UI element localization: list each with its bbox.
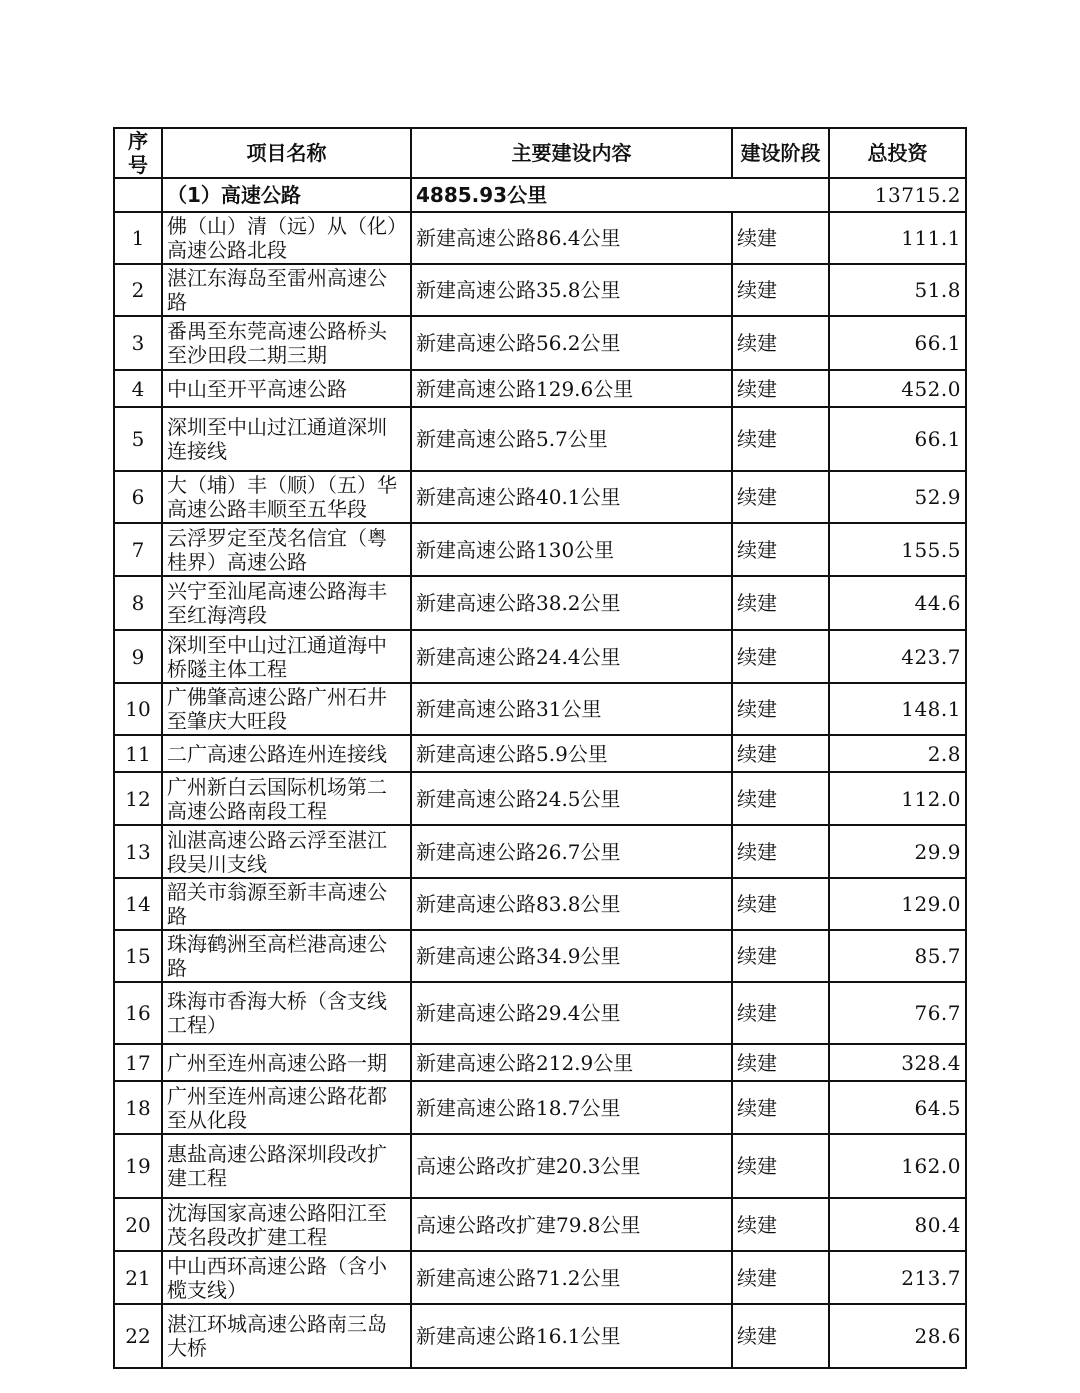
table-row (114, 825, 966, 878)
row-stage: 续建 (732, 1134, 829, 1198)
row-seq: 15 (114, 930, 162, 982)
row-stage: 续建 (732, 982, 829, 1044)
row-seq: 9 (114, 630, 162, 683)
section-title: （1）高速公路 (162, 178, 411, 212)
row-project-name: 二广高速公路连州连接线 (162, 735, 411, 772)
table-row (114, 523, 966, 576)
row-stage: 续建 (732, 264, 829, 316)
row-investment: 452.0 (829, 370, 966, 407)
row-project-name: 兴宁至汕尾高速公路海丰至红海湾段 (162, 576, 411, 630)
row-project-name: 佛（山）清（远）从（化）高速公路北段 (162, 212, 411, 264)
row-seq: 1 (114, 212, 162, 264)
row-stage: 续建 (732, 370, 829, 407)
row-seq: 21 (114, 1251, 162, 1304)
table-row (114, 471, 966, 523)
row-project-name: 沈海国家高速公路阳江至茂名段改扩建工程 (162, 1198, 411, 1251)
row-investment: 44.6 (829, 576, 966, 630)
row-stage: 续建 (732, 735, 829, 772)
row-project-name: 惠盐高速公路深圳段改扩建工程 (162, 1134, 411, 1198)
row-stage: 续建 (732, 1044, 829, 1081)
row-content: 高速公路改扩建79.8公里 (411, 1198, 732, 1251)
row-project-name: 广州至连州高速公路一期 (162, 1044, 411, 1081)
row-investment: 80.4 (829, 1198, 966, 1251)
row-seq: 16 (114, 982, 162, 1044)
row-project-name: 广州至连州高速公路花都至从化段 (162, 1081, 411, 1134)
row-stage: 续建 (732, 630, 829, 683)
row-content: 新建高速公路5.9公里 (411, 735, 732, 772)
row-content: 新建高速公路83.8公里 (411, 878, 732, 930)
row-project-name: 湛江东海岛至雷州高速公路 (162, 264, 411, 316)
row-content: 新建高速公路129.6公里 (411, 370, 732, 407)
row-content: 高速公路改扩建20.3公里 (411, 1134, 732, 1198)
row-content: 新建高速公路5.7公里 (411, 407, 732, 471)
row-content: 新建高速公路71.2公里 (411, 1251, 732, 1304)
table-row (114, 212, 966, 264)
row-seq: 22 (114, 1304, 162, 1368)
row-stage: 续建 (732, 1251, 829, 1304)
table-row (114, 1251, 966, 1304)
row-investment: 112.0 (829, 772, 966, 825)
row-content: 新建高速公路31公里 (411, 683, 732, 735)
section-invest: 13715.2 (829, 178, 966, 212)
row-content: 新建高速公路24.4公里 (411, 630, 732, 683)
row-seq: 5 (114, 407, 162, 471)
table-row (114, 683, 966, 735)
row-investment: 64.5 (829, 1081, 966, 1134)
row-investment: 129.0 (829, 878, 966, 930)
row-seq: 2 (114, 264, 162, 316)
section-row (114, 178, 966, 212)
row-investment: 28.6 (829, 1304, 966, 1368)
row-content: 新建高速公路24.5公里 (411, 772, 732, 825)
table-row (114, 1304, 966, 1368)
header-name: 项目名称 (162, 128, 411, 178)
row-seq: 6 (114, 471, 162, 523)
row-seq: 11 (114, 735, 162, 772)
row-seq: 4 (114, 370, 162, 407)
table-row (114, 370, 966, 407)
row-project-name: 韶关市翁源至新丰高速公路 (162, 878, 411, 930)
table-row (114, 982, 966, 1044)
table-row (114, 407, 966, 471)
row-content: 新建高速公路212.9公里 (411, 1044, 732, 1081)
table-row (114, 930, 966, 982)
row-project-name: 深圳至中山过江通道深圳连接线 (162, 407, 411, 471)
row-content: 新建高速公路26.7公里 (411, 825, 732, 878)
row-content: 新建高速公路35.8公里 (411, 264, 732, 316)
row-seq: 12 (114, 772, 162, 825)
row-stage: 续建 (732, 576, 829, 630)
row-investment: 51.8 (829, 264, 966, 316)
row-seq: 18 (114, 1081, 162, 1134)
row-investment: 155.5 (829, 523, 966, 576)
row-content: 新建高速公路86.4公里 (411, 212, 732, 264)
row-stage: 续建 (732, 1081, 829, 1134)
table-row (114, 316, 966, 370)
row-stage: 续建 (732, 930, 829, 982)
row-seq: 10 (114, 683, 162, 735)
header-invest: 总投资 (829, 128, 966, 178)
row-project-name: 湛江环城高速公路南三岛大桥 (162, 1304, 411, 1368)
row-project-name: 中山至开平高速公路 (162, 370, 411, 407)
row-investment: 52.9 (829, 471, 966, 523)
table-row (114, 576, 966, 630)
row-seq: 8 (114, 576, 162, 630)
row-project-name: 大（埔）丰（顺）（五）华高速公路丰顺至五华段 (162, 471, 411, 523)
row-seq: 19 (114, 1134, 162, 1198)
row-content: 新建高速公路16.1公里 (411, 1304, 732, 1368)
row-stage: 续建 (732, 683, 829, 735)
row-stage: 续建 (732, 1198, 829, 1251)
table-row (114, 878, 966, 930)
table-row (114, 1081, 966, 1134)
row-investment: 2.8 (829, 735, 966, 772)
row-project-name: 广佛肇高速公路广州石井至肇庆大旺段 (162, 683, 411, 735)
header-stage: 建设阶段 (732, 128, 829, 178)
row-investment: 423.7 (829, 630, 966, 683)
row-content: 新建高速公路38.2公里 (411, 576, 732, 630)
row-seq: 20 (114, 1198, 162, 1251)
table-row (114, 1044, 966, 1081)
row-stage: 续建 (732, 407, 829, 471)
row-stage: 续建 (732, 772, 829, 825)
row-content: 新建高速公路29.4公里 (411, 982, 732, 1044)
table-row (114, 1198, 966, 1251)
row-investment: 29.9 (829, 825, 966, 878)
table-row (114, 735, 966, 772)
row-investment: 148.1 (829, 683, 966, 735)
row-investment: 85.7 (829, 930, 966, 982)
header-seq: 序号 (114, 128, 162, 178)
row-project-name: 中山西环高速公路（含小榄支线） (162, 1251, 411, 1304)
row-content: 新建高速公路40.1公里 (411, 471, 732, 523)
table-row (114, 772, 966, 825)
row-investment: 162.0 (829, 1134, 966, 1198)
row-stage: 续建 (732, 825, 829, 878)
table-row (114, 1134, 966, 1198)
table-row (114, 264, 966, 316)
row-seq: 7 (114, 523, 162, 576)
row-stage: 续建 (732, 316, 829, 370)
row-investment: 66.1 (829, 316, 966, 370)
row-content: 新建高速公路34.9公里 (411, 930, 732, 982)
row-stage: 续建 (732, 878, 829, 930)
projects-table (113, 127, 967, 1369)
row-seq: 3 (114, 316, 162, 370)
row-content: 新建高速公路130公里 (411, 523, 732, 576)
row-investment: 111.1 (829, 212, 966, 264)
row-project-name: 广州新白云国际机场第二高速公路南段工程 (162, 772, 411, 825)
row-project-name: 云浮罗定至茂名信宜（粤桂界）高速公路 (162, 523, 411, 576)
row-project-name: 深圳至中山过江通道海中桥隧主体工程 (162, 630, 411, 683)
row-stage: 续建 (732, 212, 829, 264)
section-seq (114, 178, 162, 212)
row-seq: 14 (114, 878, 162, 930)
row-seq: 13 (114, 825, 162, 878)
row-seq: 17 (114, 1044, 162, 1081)
row-stage: 续建 (732, 471, 829, 523)
row-stage: 续建 (732, 523, 829, 576)
section-content: 4885.93公里 (411, 178, 829, 212)
row-project-name: 番禺至东莞高速公路桥头至沙田段二期三期 (162, 316, 411, 370)
table-row (114, 630, 966, 683)
row-project-name: 汕湛高速公路云浮至湛江段吴川支线 (162, 825, 411, 878)
row-content: 新建高速公路18.7公里 (411, 1081, 732, 1134)
row-investment: 76.7 (829, 982, 966, 1044)
row-investment: 213.7 (829, 1251, 966, 1304)
row-content: 新建高速公路56.2公里 (411, 316, 732, 370)
header-content: 主要建设内容 (411, 128, 732, 178)
row-investment: 328.4 (829, 1044, 966, 1081)
row-stage: 续建 (732, 1304, 829, 1368)
row-investment: 66.1 (829, 407, 966, 471)
row-project-name: 珠海市香海大桥（含支线工程） (162, 982, 411, 1044)
row-project-name: 珠海鹤洲至高栏港高速公路 (162, 930, 411, 982)
header-row (114, 128, 966, 178)
